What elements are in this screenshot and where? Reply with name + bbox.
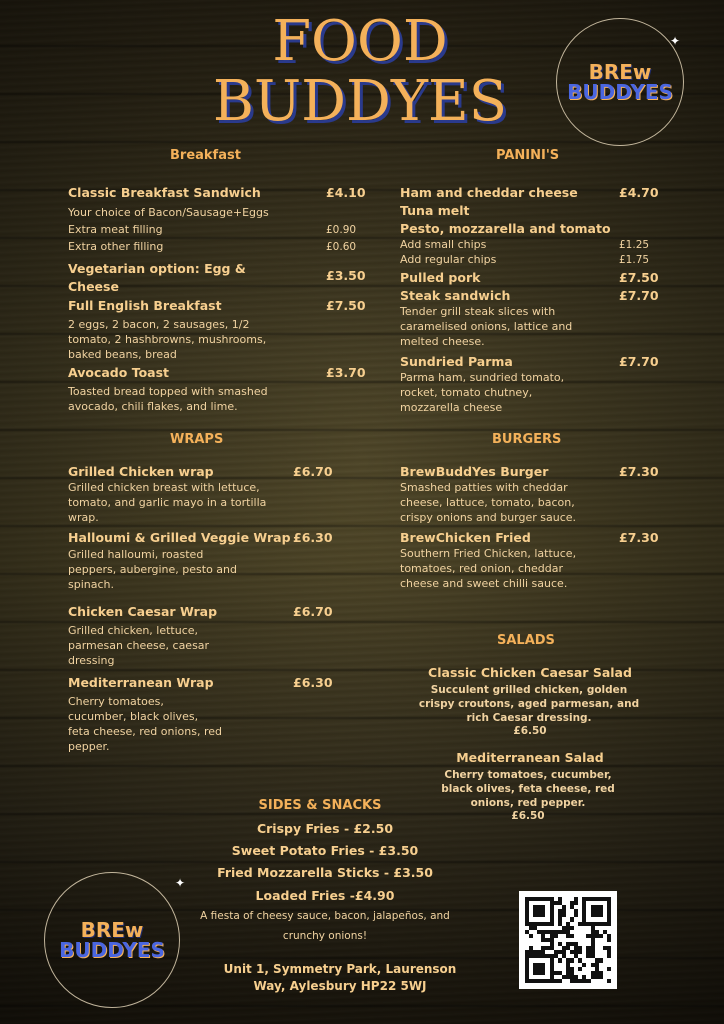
menu-item-price: £3.70: [326, 365, 366, 380]
menu-item-name: Avocado Toast: [68, 365, 170, 380]
menu-item-name: Mediterranean Wrap: [68, 675, 214, 690]
menu-item-desc: Smashed patties with cheddar cheese, lattuce, tomato, bacon, crispy onions and burger sauce.: [400, 481, 577, 524]
menu-item-price: £6.30: [293, 675, 333, 690]
section-heading-panini: PANINI'S: [496, 148, 560, 163]
menu-item-name: Pesto, mozzarella and tomato: [400, 221, 611, 236]
menu-item-desc: Grilled chicken breast with lettuce, tomato, and garlic mayo in a tortilla wrap.: [68, 481, 267, 524]
menu-item-price: £0.90: [326, 224, 357, 236]
menu-item-name: Tuna melt: [400, 203, 470, 218]
title-line-food: FOOD: [272, 9, 448, 74]
brand-logo-bottom: [44, 872, 180, 1008]
menu-item-name: Vegetarian option: Egg & Cheese: [68, 261, 246, 294]
menu-item-desc: Toasted bread topped with smashed avocado, chili flakes, and lime.: [68, 385, 268, 413]
section-heading-sides: SIDES & SNACKS: [258, 798, 382, 813]
menu-item-desc: Grilled chicken, lettuce, parmesan cheese, caesar dressing: [68, 624, 210, 667]
sparkle-icon: ✦: [175, 876, 186, 890]
qr-code[interactable]: [519, 891, 617, 989]
menu-item-name: Chicken Caesar Wrap: [68, 604, 218, 619]
menu-item-name: Halloumi & Grilled Veggie Wrap: [68, 530, 291, 545]
menu-item-desc: Extra other filling: [68, 240, 164, 253]
menu-item-price: £4.70: [619, 185, 659, 200]
menu-item-price: £7.30: [619, 530, 659, 545]
menu-item-desc: Parma ham, sundried tomato, rocket, tomato chutney, mozzarella cheese: [400, 371, 565, 414]
logo-text-brew: BREw: [588, 59, 652, 84]
menu-item-price: £6.30: [293, 530, 333, 545]
logo-text-brew: BREw: [80, 917, 144, 942]
side-item: Fried Mozzarella Sticks - £3.50: [217, 865, 433, 880]
section-heading-wraps: WRAPS: [170, 432, 224, 447]
menu-item-desc: Add small chips: [400, 238, 487, 251]
menu-item-price: £7.70: [619, 288, 659, 303]
side-item: Sweet Potato Fries - £3.50: [231, 843, 419, 858]
section-heading-salads: SALADS: [497, 633, 555, 648]
menu-item-name: Mediterranean Salad: [456, 750, 604, 765]
page-title: [150, 9, 570, 134]
side-item-note: A fiesta of cheesy sauce, bacon, jalapeños, and: [200, 910, 450, 922]
section-heading-breakfast: Breakfast: [170, 148, 241, 163]
menu-item-price: £7.30: [619, 464, 659, 479]
logo-text-buddyes: BUDDYES: [567, 79, 673, 104]
menu-item-name: Steak sandwich: [400, 288, 511, 303]
menu-item-desc: Your choice of Bacon/Sausage+Eggs: [68, 206, 269, 219]
menu-item-price: £1.75: [619, 254, 650, 266]
menu-item-desc: Grilled halloumi, roasted peppers, aubergine, pesto and spinach.: [68, 548, 238, 591]
menu-item-desc: Add regular chips: [400, 253, 497, 266]
section-heading-burgers: BURGERS: [492, 432, 562, 447]
menu-item-price: £6.50: [513, 725, 547, 737]
menu-item-price: £7.70: [619, 354, 659, 369]
menu-item-desc: 2 eggs, 2 bacon, 2 sausages, 1/2 tomato, 2 hashbrowns, mushrooms, baked beans, bread: [68, 318, 267, 361]
side-item: Crispy Fries - £2.50: [256, 821, 394, 836]
address-line2: Way, Aylesbury HP22 5WJ: [253, 979, 427, 994]
menu-item-price: £6.70: [293, 604, 333, 619]
title-line-buddyes: BUDDYES: [212, 69, 508, 134]
menu-item-name: BrewChicken Fried: [400, 530, 531, 545]
menu-item-price: £7.50: [619, 270, 659, 285]
qr-module: [607, 979, 611, 983]
menu-item-name: BrewBuddYes Burger: [400, 464, 549, 479]
menu-item-price: £3.50: [326, 268, 366, 283]
menu-item-price: £7.50: [326, 298, 366, 313]
menu-item-desc: Cherry tomatoes, cucumber, black olives, feta cheese, red onions, red pepper.: [441, 769, 615, 810]
menu-item-name: Full English Breakfast: [68, 298, 222, 313]
sparkle-icon: ✦: [670, 34, 681, 48]
menu-item-name: Pulled pork: [400, 270, 481, 285]
brand-logo-top: [556, 18, 684, 146]
menu-item-price: £4.10: [326, 185, 366, 200]
menu-item-name: Classic Chicken Caesar Salad: [428, 665, 632, 680]
menu-item-price: £1.25: [619, 239, 650, 251]
side-item-note: crunchy onions!: [282, 930, 368, 942]
menu-item-price: £0.60: [326, 241, 357, 253]
logo-text-buddyes: BUDDYES: [59, 937, 165, 962]
address: [200, 961, 480, 996]
menu-item-price: £6.70: [293, 464, 333, 479]
address-line1: Unit 1, Symmetry Park, Laurenson: [223, 962, 457, 976]
menu-item-name: Grilled Chicken wrap: [68, 464, 214, 479]
menu-item-desc: Southern Fried Chicken, lattuce, tomatoes, red onion, cheddar cheese and sweet chilli sauce.: [400, 547, 577, 590]
menu-item-name: Sundried Parma: [400, 354, 513, 369]
menu-item-desc: Succulent grilled chicken, golden crispy croutons, aged parmesan, and rich Caesar dressing.: [418, 684, 640, 725]
menu-item-desc: Cherry tomatoes, cucumber, black olives, feta cheese, red onions, red pepper.: [68, 695, 222, 753]
menu-item-name: Ham and cheddar cheese: [400, 185, 578, 200]
menu-item-name: Classic Breakfast Sandwich: [68, 185, 261, 200]
menu-item-desc: Tender grill steak slices with caramelised onions, lattice and melted cheese.: [400, 305, 573, 348]
menu-item-price: £6.50: [511, 810, 545, 822]
side-item: Loaded Fries -£4.90: [255, 888, 395, 903]
menu-item-desc: Extra meat filling: [68, 223, 163, 236]
